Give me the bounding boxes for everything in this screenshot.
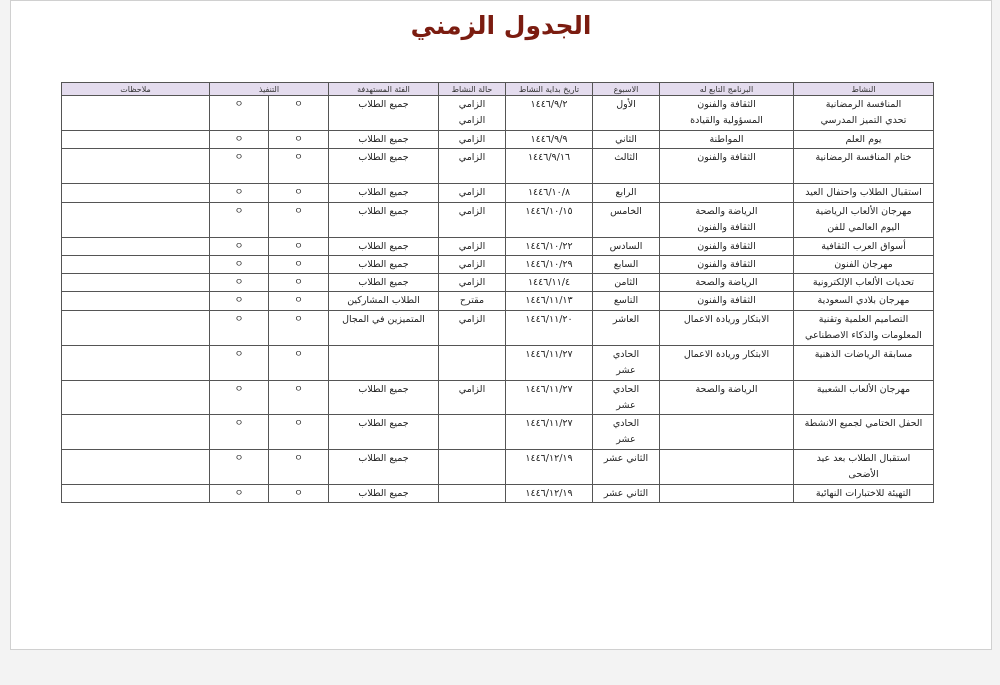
cell-target: جميع الطلاب <box>329 238 439 256</box>
cell-execution-b: ㅇ <box>210 346 269 381</box>
cell-date: ١٤٤٦/٩/١٦ <box>506 149 593 184</box>
header-program: البرنامج التابع له <box>660 83 794 96</box>
cell-week: الثاني عشر <box>593 485 660 503</box>
table-row <box>62 274 934 292</box>
cell-date: ١٤٤٦/١٢/١٩ <box>506 485 593 503</box>
cell-notes <box>62 131 210 149</box>
cell-target: جميع الطلاب <box>329 381 439 415</box>
cell-execution-b: ㅇ <box>210 311 269 346</box>
header-activity: النشاط <box>794 83 934 96</box>
cell-status <box>439 450 506 485</box>
cell-week: التاسع <box>593 292 660 311</box>
cell-target: جميع الطلاب <box>329 485 439 503</box>
cell-date: ١٤٤٦/١٠/١٥ <box>506 203 593 238</box>
cell-target: جميع الطلاب <box>329 184 439 203</box>
cell-activity: استقبال الطلاب واحتفال العيد <box>794 184 934 203</box>
cell-program: الرياضة والصحة الثقافة والفنون <box>660 203 794 238</box>
cell-date: ١٤٤٦/١١/١٣ <box>506 292 593 311</box>
cell-week: السابع <box>593 256 660 274</box>
cell-date: ١٤٤٦/١١/٢٧ <box>506 415 593 450</box>
cell-activity: مهرجان الفنون <box>794 256 934 274</box>
cell-notes <box>62 96 210 131</box>
cell-activity: مسابقة الرياضات الذهنية <box>794 346 934 381</box>
table-row <box>62 184 934 203</box>
cell-program: الرياضة والصحة <box>660 274 794 292</box>
cell-program <box>660 184 794 203</box>
header-execution: التنفيذ <box>210 83 329 96</box>
cell-program: الرياضة والصحة <box>660 381 794 415</box>
cell-notes <box>62 311 210 346</box>
cell-target: جميع الطلاب <box>329 203 439 238</box>
cell-notes <box>62 485 210 503</box>
cell-execution-a: ㅇ <box>269 292 329 311</box>
cell-status <box>439 415 506 450</box>
cell-status: الزامي <box>439 184 506 203</box>
cell-notes <box>62 274 210 292</box>
cell-activity: مهرجان الألعاب الشعبية <box>794 381 934 415</box>
cell-activity: ختام المنافسة الرمضانية <box>794 149 934 184</box>
cell-execution-a: ㅇ <box>269 131 329 149</box>
cell-target: جميع الطلاب <box>329 274 439 292</box>
cell-program: المواطنة <box>660 131 794 149</box>
cell-execution-b: ㅇ <box>210 274 269 292</box>
cell-date: ١٤٤٦/٩/٢ <box>506 96 593 131</box>
cell-status: الزامي الزامي <box>439 96 506 131</box>
cell-activity: يوم العلم <box>794 131 934 149</box>
cell-activity: التهيئة للاختبارات النهائية <box>794 485 934 503</box>
table-row <box>62 96 934 131</box>
header-status: حالة النشاط <box>439 83 506 96</box>
cell-target: جميع الطلاب <box>329 256 439 274</box>
cell-notes <box>62 184 210 203</box>
page-title: الجدول الزمني <box>410 11 592 40</box>
cell-activity: تحديات الألعاب الإلكترونية <box>794 274 934 292</box>
cell-execution-a: ㅇ <box>269 311 329 346</box>
cell-execution-a: ㅇ <box>269 238 329 256</box>
cell-target <box>329 346 439 381</box>
cell-status: الزامي <box>439 274 506 292</box>
cell-execution-a: ㅇ <box>269 256 329 274</box>
table-row <box>62 131 934 149</box>
cell-target: جميع الطلاب <box>329 131 439 149</box>
cell-execution-b: ㅇ <box>210 238 269 256</box>
cell-execution-a: ㅇ <box>269 415 329 450</box>
cell-week: الثاني <box>593 131 660 149</box>
cell-notes <box>62 450 210 485</box>
cell-execution-b: ㅇ <box>210 450 269 485</box>
cell-week: الحادي عشر <box>593 346 660 381</box>
cell-execution-b: ㅇ <box>210 184 269 203</box>
cell-program <box>660 485 794 503</box>
cell-program: الثقافة والفنون <box>660 256 794 274</box>
cell-execution-b: ㅇ <box>210 381 269 415</box>
table-row <box>62 450 934 485</box>
cell-week: الخامس <box>593 203 660 238</box>
header-week: الاسبوع <box>593 83 660 96</box>
cell-notes <box>62 292 210 311</box>
cell-date: ١٤٤٦/١١/٢٧ <box>506 381 593 415</box>
cell-execution-a: ㅇ <box>269 184 329 203</box>
cell-execution-a: ㅇ <box>269 274 329 292</box>
cell-target: جميع الطلاب <box>329 450 439 485</box>
cell-date: ١٤٤٦/١٠/٢٢ <box>506 238 593 256</box>
cell-activity: الحفل الختامي لجميع الانشطة <box>794 415 934 450</box>
cell-activity: المنافسة الرمضانية تحدي التميز المدرسي <box>794 96 934 131</box>
table-row <box>62 415 934 450</box>
cell-target: المتميزين في المجال <box>329 311 439 346</box>
cell-execution-b: ㅇ <box>210 203 269 238</box>
cell-execution-b: ㅇ <box>210 485 269 503</box>
cell-program <box>660 450 794 485</box>
table-row <box>62 292 934 311</box>
document-page <box>10 0 992 650</box>
cell-execution-b: ㅇ <box>210 149 269 184</box>
cell-date: ١٤٤٦/١٠/٨ <box>506 184 593 203</box>
cell-execution-b: ㅇ <box>210 96 269 131</box>
cell-week: الأول <box>593 96 660 131</box>
cell-activity: مهرجان الألعاب الرياضية اليوم العالمي للفن <box>794 203 934 238</box>
cell-activity: استقبال الطلاب بعد عيد الأضحى <box>794 450 934 485</box>
cell-status: الزامي <box>439 149 506 184</box>
cell-status: الزامي <box>439 311 506 346</box>
schedule-table <box>61 82 934 503</box>
cell-status: الزامي <box>439 381 506 415</box>
cell-execution-a: ㅇ <box>269 203 329 238</box>
cell-target: جميع الطلاب <box>329 149 439 184</box>
cell-week: الرابع <box>593 184 660 203</box>
cell-execution-a: ㅇ <box>269 96 329 131</box>
table-header-row <box>62 83 934 96</box>
cell-target: الطلاب المشاركين <box>329 292 439 311</box>
cell-execution-b: ㅇ <box>210 256 269 274</box>
cell-program: الثقافة والفنون <box>660 149 794 184</box>
table-row <box>62 256 934 274</box>
cell-activity: التصاميم العلمية وتقنية المعلومات والذكاء الاصطناعي <box>794 311 934 346</box>
cell-notes <box>62 256 210 274</box>
cell-activity: مهرجان بلادي السعودية <box>794 292 934 311</box>
cell-date: ١٤٤٦/١١/٢٧ <box>506 346 593 381</box>
cell-week: السادس <box>593 238 660 256</box>
cell-week: الثاني عشر <box>593 450 660 485</box>
header-date: تاريخ بداية النشاط <box>506 83 593 96</box>
table-row <box>62 346 934 381</box>
cell-status: الزامي <box>439 238 506 256</box>
cell-week: الثامن <box>593 274 660 292</box>
table-row <box>62 203 934 238</box>
cell-status: الزامي <box>439 131 506 149</box>
cell-program: الثقافة والفنون <box>660 238 794 256</box>
cell-notes <box>62 203 210 238</box>
table-row <box>62 381 934 415</box>
cell-status: الزامي <box>439 203 506 238</box>
cell-program: الابتكار وريادة الاعمال <box>660 311 794 346</box>
header-notes: ملاحظات <box>62 83 210 96</box>
table-row <box>62 149 934 184</box>
cell-date: ١٤٤٦/١١/٤ <box>506 274 593 292</box>
table-row <box>62 238 934 256</box>
cell-notes <box>62 149 210 184</box>
cell-date: ١٤٤٦/١٠/٢٩ <box>506 256 593 274</box>
table-row <box>62 485 934 503</box>
header-target: الفئة المستهدفة <box>329 83 439 96</box>
cell-status <box>439 485 506 503</box>
cell-date: ١٤٤٦/٩/٩ <box>506 131 593 149</box>
cell-execution-b: ㅇ <box>210 292 269 311</box>
cell-status: الزامي <box>439 256 506 274</box>
cell-week: العاشر <box>593 311 660 346</box>
cell-execution-a: ㅇ <box>269 450 329 485</box>
cell-execution-a: ㅇ <box>269 485 329 503</box>
cell-target: جميع الطلاب <box>329 415 439 450</box>
cell-date: ١٤٤٦/١١/٢٠ <box>506 311 593 346</box>
cell-status: مقترح <box>439 292 506 311</box>
cell-target: جميع الطلاب <box>329 96 439 131</box>
cell-status <box>439 346 506 381</box>
cell-notes <box>62 381 210 415</box>
cell-execution-a: ㅇ <box>269 346 329 381</box>
cell-date: ١٤٤٦/١٢/١٩ <box>506 450 593 485</box>
cell-program <box>660 415 794 450</box>
cell-execution-a: ㅇ <box>269 381 329 415</box>
cell-program: الثقافة والفنون المسؤولية والقيادة <box>660 96 794 131</box>
cell-notes <box>62 238 210 256</box>
cell-notes <box>62 346 210 381</box>
cell-activity: أسواق العرب الثقافية <box>794 238 934 256</box>
table-row <box>62 311 934 346</box>
cell-execution-a: ㅇ <box>269 149 329 184</box>
cell-week: الحادي عشر <box>593 381 660 415</box>
cell-week: الحادي عشر <box>593 415 660 450</box>
cell-program: الثقافة والفنون <box>660 292 794 311</box>
cell-execution-b: ㅇ <box>210 415 269 450</box>
cell-program: الابتكار وريادة الاعمال <box>660 346 794 381</box>
cell-week: الثالث <box>593 149 660 184</box>
cell-execution-b: ㅇ <box>210 131 269 149</box>
cell-notes <box>62 415 210 450</box>
